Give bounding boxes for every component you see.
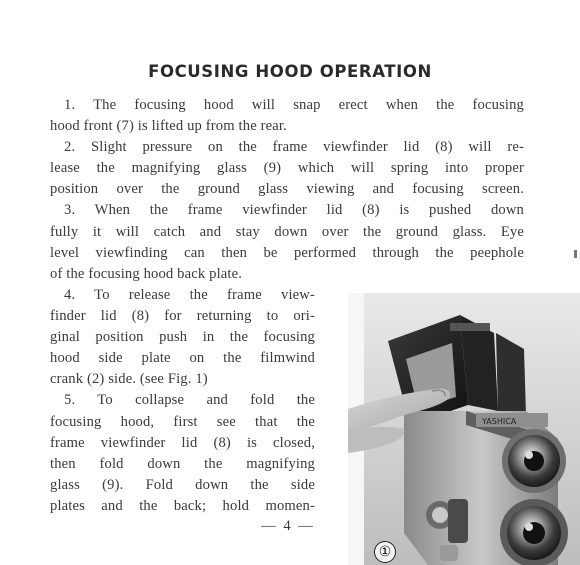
page-edge-mark <box>574 250 577 258</box>
text-line: 3. When the frame viewfinder lid (8) is pushed down <box>64 202 524 219</box>
text-line: 1. The focusing hood will snap erect when the focusing <box>64 97 524 113</box>
text-line: glass (9). Fold down the side <box>50 476 315 493</box>
text-line: hood front (7) is lifted up from the rear. <box>50 118 287 135</box>
text-line: 5. To collapse and fold the <box>64 392 315 409</box>
full-width-paragraphs <box>50 95 524 285</box>
text-line: frame viewfinder lid (8) is closed, <box>50 434 315 451</box>
camera-nameplate: YASHICA <box>482 417 517 426</box>
text-line: level viewfinding can then be performed through the peephole <box>50 244 524 261</box>
narrow-paragraphs <box>50 285 315 517</box>
camera-photo-icon <box>348 293 580 565</box>
text-line: of the focusing hood back plate. <box>50 265 243 282</box>
text-line: hood side plate on the filmwind <box>50 350 315 367</box>
page-title: FOCUSING HOOD OPERATION <box>148 62 432 81</box>
page-number: — 4 — <box>261 518 315 534</box>
text-line: lease the magnifying glass (9) which will spring into proper <box>50 160 524 177</box>
text-line: fully it will catch and stay down over the ground glass. Eye <box>50 223 524 240</box>
text-line: ginal position push in the focusing <box>50 329 315 346</box>
text-line: focusing hood, first see that the <box>50 413 315 430</box>
text-line: crank (2) side. (see Fig. 1) <box>50 371 208 388</box>
text-line: finder lid (8) for returning to ori- <box>50 308 315 325</box>
camera-photo <box>348 293 580 565</box>
text-line: 4. To release the frame view- <box>64 287 315 303</box>
text-line: position over the ground glass viewing and focusing screen. <box>50 181 524 198</box>
text-line: then fold down the magnifying <box>50 455 315 472</box>
text-line: 2. Slight pressure on the frame viewfinder lid (8) will re- <box>64 139 524 156</box>
text-line: plates and the back; hold momen- <box>50 497 315 514</box>
figure-label: ① <box>374 541 396 563</box>
